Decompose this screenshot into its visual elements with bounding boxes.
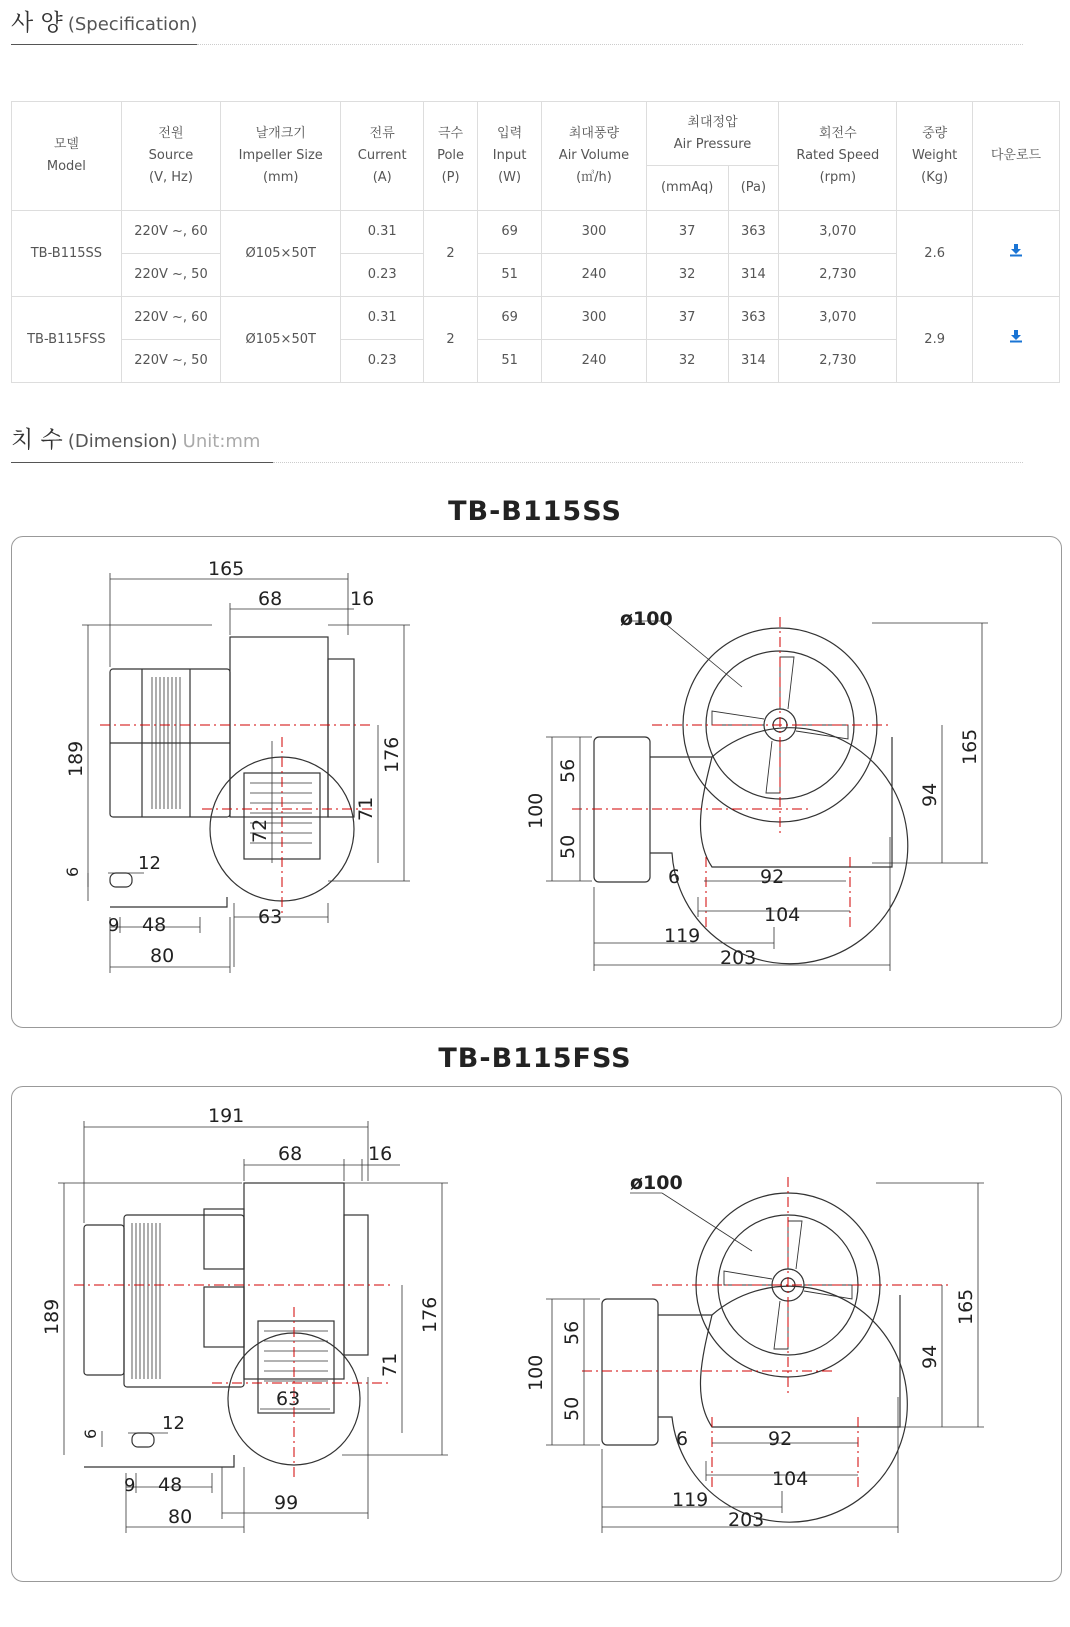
- dim-label: 6: [81, 1428, 100, 1439]
- dim-label: 104: [764, 904, 801, 926]
- th-volume: 최대풍량 Air Volume (㎥/h): [542, 102, 647, 211]
- dim-label: 165: [959, 728, 981, 765]
- spec-table: [11, 101, 1060, 383]
- cell-current: 0.31: [341, 211, 424, 254]
- th-pa: (Pa): [728, 166, 779, 211]
- dim-label: 94: [919, 1344, 941, 1369]
- dim-title-underline: [11, 462, 273, 463]
- dim-section-title: 치 수 (Dimension) Unit:mm: [11, 427, 261, 453]
- dim-label: 191: [208, 1105, 245, 1127]
- cell-volume: 240: [542, 340, 647, 383]
- cell-current: 0.23: [341, 340, 424, 383]
- cell-input: 69: [477, 211, 541, 254]
- drawing-title: TB-B115SS: [448, 496, 622, 527]
- dim-label: 71: [355, 796, 377, 821]
- dim-label: 80: [150, 945, 175, 967]
- cell-volume: 300: [542, 297, 647, 340]
- dim-label: 176: [381, 736, 403, 773]
- dimension-drawing: [12, 537, 1061, 1027]
- dim-label: 9: [108, 915, 120, 936]
- dim-label: 71: [379, 1352, 401, 1377]
- th-current: 전류 Current (A): [341, 102, 424, 211]
- dim-label: ø100: [630, 1172, 683, 1194]
- th-pole: 극수 Pole (P): [424, 102, 478, 211]
- download-icon[interactable]: [1009, 243, 1023, 257]
- dim-label: 16: [368, 1143, 393, 1165]
- dim-label: 189: [41, 1298, 63, 1335]
- dim-label: 50: [561, 1396, 583, 1421]
- dim-label: 63: [276, 1388, 301, 1410]
- dim-label: 9: [124, 1475, 136, 1496]
- dim-label: 100: [525, 792, 547, 829]
- dim-label: 68: [258, 588, 283, 610]
- dim-label: 12: [138, 853, 161, 874]
- th-weight: 중량 Weight (Kg): [897, 102, 973, 211]
- dim-label: 203: [720, 947, 757, 969]
- cell-impeller: Ø105×50T: [221, 211, 341, 297]
- cell-rpm: 2,730: [779, 340, 897, 383]
- download-icon[interactable]: [1009, 329, 1023, 343]
- cell-download: [972, 297, 1059, 383]
- table-row: [12, 211, 1060, 254]
- cell-model: TB-B115SS: [12, 211, 122, 297]
- dim-label: 104: [772, 1468, 809, 1490]
- dim-label: 6: [676, 1428, 689, 1450]
- header-row: [12, 102, 1060, 166]
- dim-label: 6: [63, 866, 82, 877]
- dim-label: 92: [768, 1428, 793, 1450]
- cell-pa: 314: [728, 254, 779, 297]
- table-row: [12, 297, 1060, 340]
- th-speed: 회전수 Rated Speed (rpm): [779, 102, 897, 211]
- dim-label: 63: [258, 906, 283, 928]
- dim-label: 16: [350, 588, 375, 610]
- spec-title-underline: [11, 44, 197, 45]
- cell-current: 0.23: [341, 254, 424, 297]
- cell-rpm: 2,730: [779, 254, 897, 297]
- cell-pa: 314: [728, 340, 779, 383]
- cell-current: 0.31: [341, 297, 424, 340]
- dim-label: 80: [168, 1506, 193, 1528]
- dim-label: 68: [278, 1143, 303, 1165]
- dim-label: 72: [249, 818, 271, 843]
- th-impeller: 날개크기 Impeller Size (mm): [221, 102, 341, 211]
- th-source: 전원 Source (V, Hz): [121, 102, 220, 211]
- cell-pa: 363: [728, 297, 779, 340]
- cell-model: TB-B115FSS: [12, 297, 122, 383]
- th-input: 입력 Input (W): [477, 102, 541, 211]
- drawing-title: TB-B115FSS: [438, 1043, 632, 1074]
- th-mmaq: (mmAq): [646, 166, 728, 211]
- dim-label: 92: [760, 866, 785, 888]
- dim-label: 48: [142, 914, 167, 936]
- th-model: 모델 Model: [12, 102, 122, 211]
- dim-label: 94: [919, 782, 941, 807]
- dim-label: 99: [274, 1492, 299, 1514]
- dim-label: 176: [419, 1296, 441, 1333]
- dim-label: 6: [668, 866, 681, 888]
- cell-mmaq: 37: [646, 211, 728, 254]
- cell-pole: 2: [424, 297, 478, 383]
- dim-label: 12: [162, 1413, 185, 1434]
- dim-label: 56: [557, 758, 579, 783]
- cell-input: 51: [477, 254, 541, 297]
- cell-download: [972, 211, 1059, 297]
- cell-source: 220V ~, 50: [121, 340, 220, 383]
- cell-pa: 363: [728, 211, 779, 254]
- cell-volume: 240: [542, 254, 647, 297]
- dim-label: 48: [158, 1474, 183, 1496]
- cell-mmaq: 37: [646, 297, 728, 340]
- cell-input: 69: [477, 297, 541, 340]
- dimension-drawing: [12, 1087, 1061, 1581]
- drawing-panel: [11, 536, 1062, 1028]
- dim-label: 56: [561, 1320, 583, 1345]
- th-pressure: 최대정압 Air Pressure: [646, 102, 779, 166]
- cell-source: 220V ~, 60: [121, 297, 220, 340]
- cell-mmaq: 32: [646, 340, 728, 383]
- cell-weight: 2.9: [897, 297, 973, 383]
- spec-divider: [197, 44, 1023, 45]
- cell-source: 220V ~, 60: [121, 211, 220, 254]
- dim-label: 50: [557, 834, 579, 859]
- cell-rpm: 3,070: [779, 297, 897, 340]
- dim-label: 165: [955, 1288, 977, 1325]
- cell-volume: 300: [542, 211, 647, 254]
- spec-section-title: 사 양 (Specification): [11, 10, 198, 36]
- dim-divider: [273, 462, 1023, 463]
- dim-label: 119: [664, 925, 701, 947]
- dim-label: 165: [208, 558, 245, 580]
- dim-label: ø100: [620, 608, 673, 630]
- cell-pole: 2: [424, 211, 478, 297]
- dim-label: 203: [728, 1509, 765, 1531]
- dim-label: 119: [672, 1489, 709, 1511]
- cell-input: 51: [477, 340, 541, 383]
- cell-weight: 2.6: [897, 211, 973, 297]
- cell-mmaq: 32: [646, 254, 728, 297]
- cell-source: 220V ~, 50: [121, 254, 220, 297]
- drawing-panel: [11, 1086, 1062, 1582]
- th-download: 다운로드: [972, 102, 1059, 211]
- cell-impeller: Ø105×50T: [221, 297, 341, 383]
- cell-rpm: 3,070: [779, 211, 897, 254]
- dim-label: 189: [65, 740, 87, 777]
- dim-label: 100: [525, 1354, 547, 1391]
